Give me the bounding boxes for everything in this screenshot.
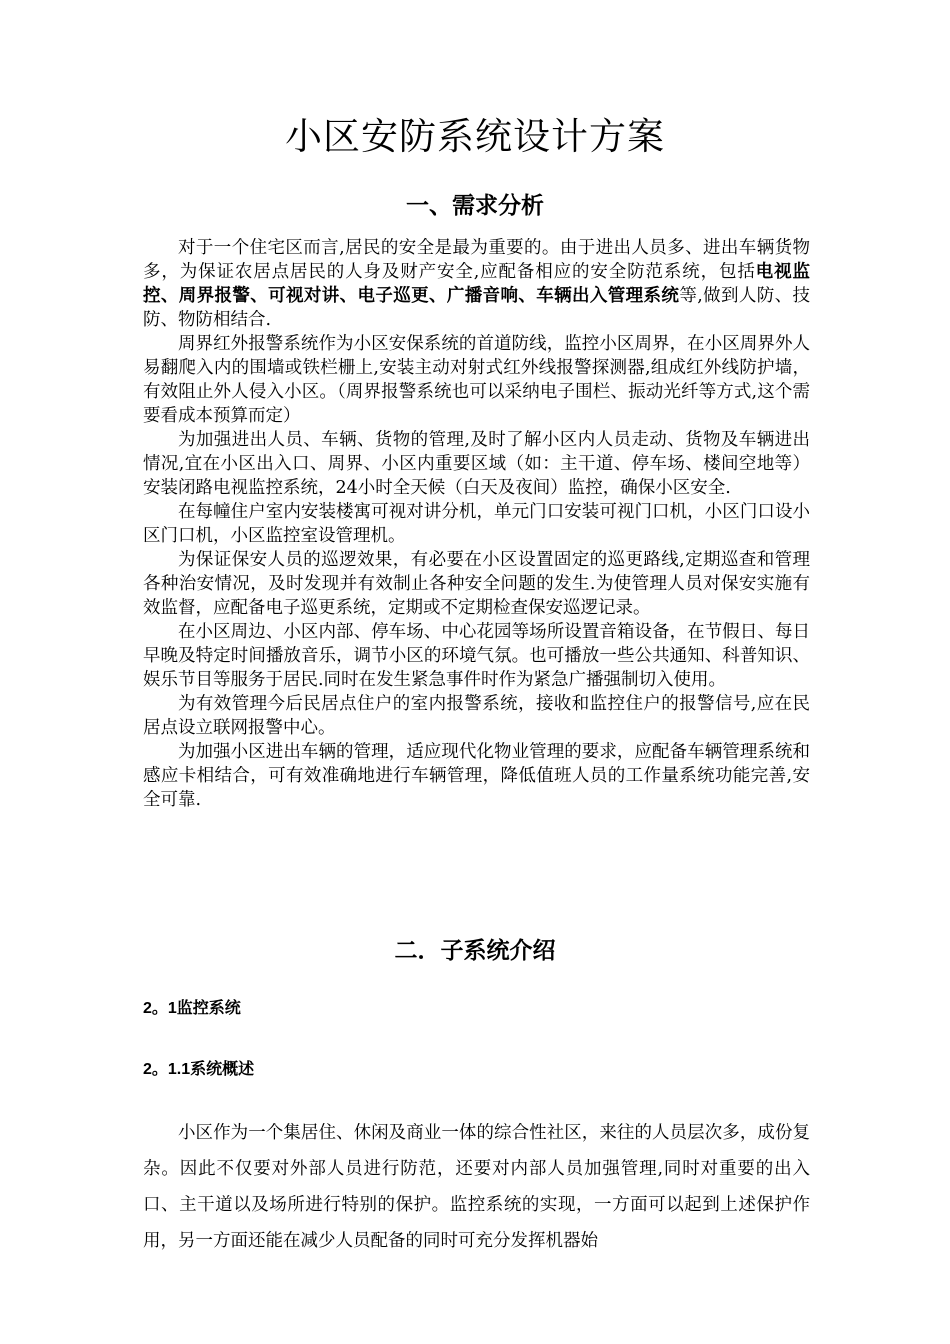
paragraph: 为有效管理今后民居点住户的室内报警系统，接收和监控住户的报警信号,应在民居点设立联网报警中心。 <box>143 694 810 738</box>
paragraph: 为加强小区进出车辆的管理，适应现代化物业管理的要求，应配备车辆管理系统和感应卡相结合，可有效准确地进行车辆管理，降低值班人员的工作量系统功能完善,安全可靠. <box>143 742 810 810</box>
paragraph: 在小区周边、小区内部、停车场、中心花园等场所设置音箱设备，在节假日、每日早晚及特定时间播放音乐，调节小区的环境气氛。也可播放一些公共通知、科普知识、娱乐节目等服务于居民.同时在发生紧急事件时作为紧急广播强制切入使用。 <box>143 622 810 690</box>
requirements-body <box>143 236 810 812</box>
document-title: 小区安防系统设计方案 <box>285 115 665 158</box>
subheading-system-overview: 2。1.1系统概述 <box>143 1061 255 1078</box>
subheading-monitoring-system: 2。1监控系统 <box>143 1000 241 1017</box>
overview-body <box>143 1115 810 1259</box>
bold-systems-list: 电视监控、周界报警、可视对讲、电子巡更、广播音响、车辆出入管理系统 <box>143 262 811 306</box>
paragraph-text: 等,做到人防、技防、物防相结合. <box>143 286 811 330</box>
paragraph: 小区作为一个集居住、休闲及商业一体的综合性社区，来往的人员层次多，成份复杂。因此不仅要对外部人员进行防范，还要对内部人员加强管理,同时对重要的出入口、主干道以及场所进行特别的保护。监控系统的实现，一方面可以起到上述保护作用，另一方面还能在减少人员配备的同时可充分发挥机器始 <box>143 1123 810 1251</box>
paragraph: 为保证保安人员的巡逻效果，有必要在小区设置固定的巡更路线,定期巡查和管理各种治安情况，及时发现并有效制止各种安全问题的发生.为使管理人员对保安实施有效监督，应配备电子巡更系统，定期或不定期检查保安巡逻记录。 <box>143 550 810 618</box>
section-heading-subsystems: 二．子系统介绍 <box>394 937 556 964</box>
paragraph: 为加强进出人员、车辆、货物的管理,及时了解小区内人员走动、货物及车辆进出情况,宜在小区出入口、周界、小区内重要区域（如：主干道、停车场、楼间空地等）安装闭路电视监控系统，24小时全天候（白天及夜间）监控，确保小区安全. <box>143 430 810 498</box>
paragraph-text: 对于一个住宅区而言,居民的安全是最为重要的。由于进出人员多、进出车辆货物多，为保证农居点居民的人身及财产安全,应配备相应的安全防范系统，包括 <box>143 238 810 282</box>
paragraph <box>143 236 810 332</box>
paragraph: 周界红外报警系统作为小区安保系统的首道防线，监控小区周界，在小区周界外人易翻爬入内的围墙或铁栏栅上,安装主动对射式红外线报警探测器,组成红外线防护墙，有效阻止外人侵入小区。（周界报警系统也可以采纳电子围栏、振动光纤等方式,这个需要看成本预算而定） <box>143 334 810 426</box>
section-heading-requirements: 一、需求分析 <box>406 192 544 219</box>
paragraph: 在每幢住户室内安装楼寓可视对讲分机，单元门口安装可视门口机，小区门口设小区门口机，小区监控室设管理机。 <box>143 502 810 546</box>
